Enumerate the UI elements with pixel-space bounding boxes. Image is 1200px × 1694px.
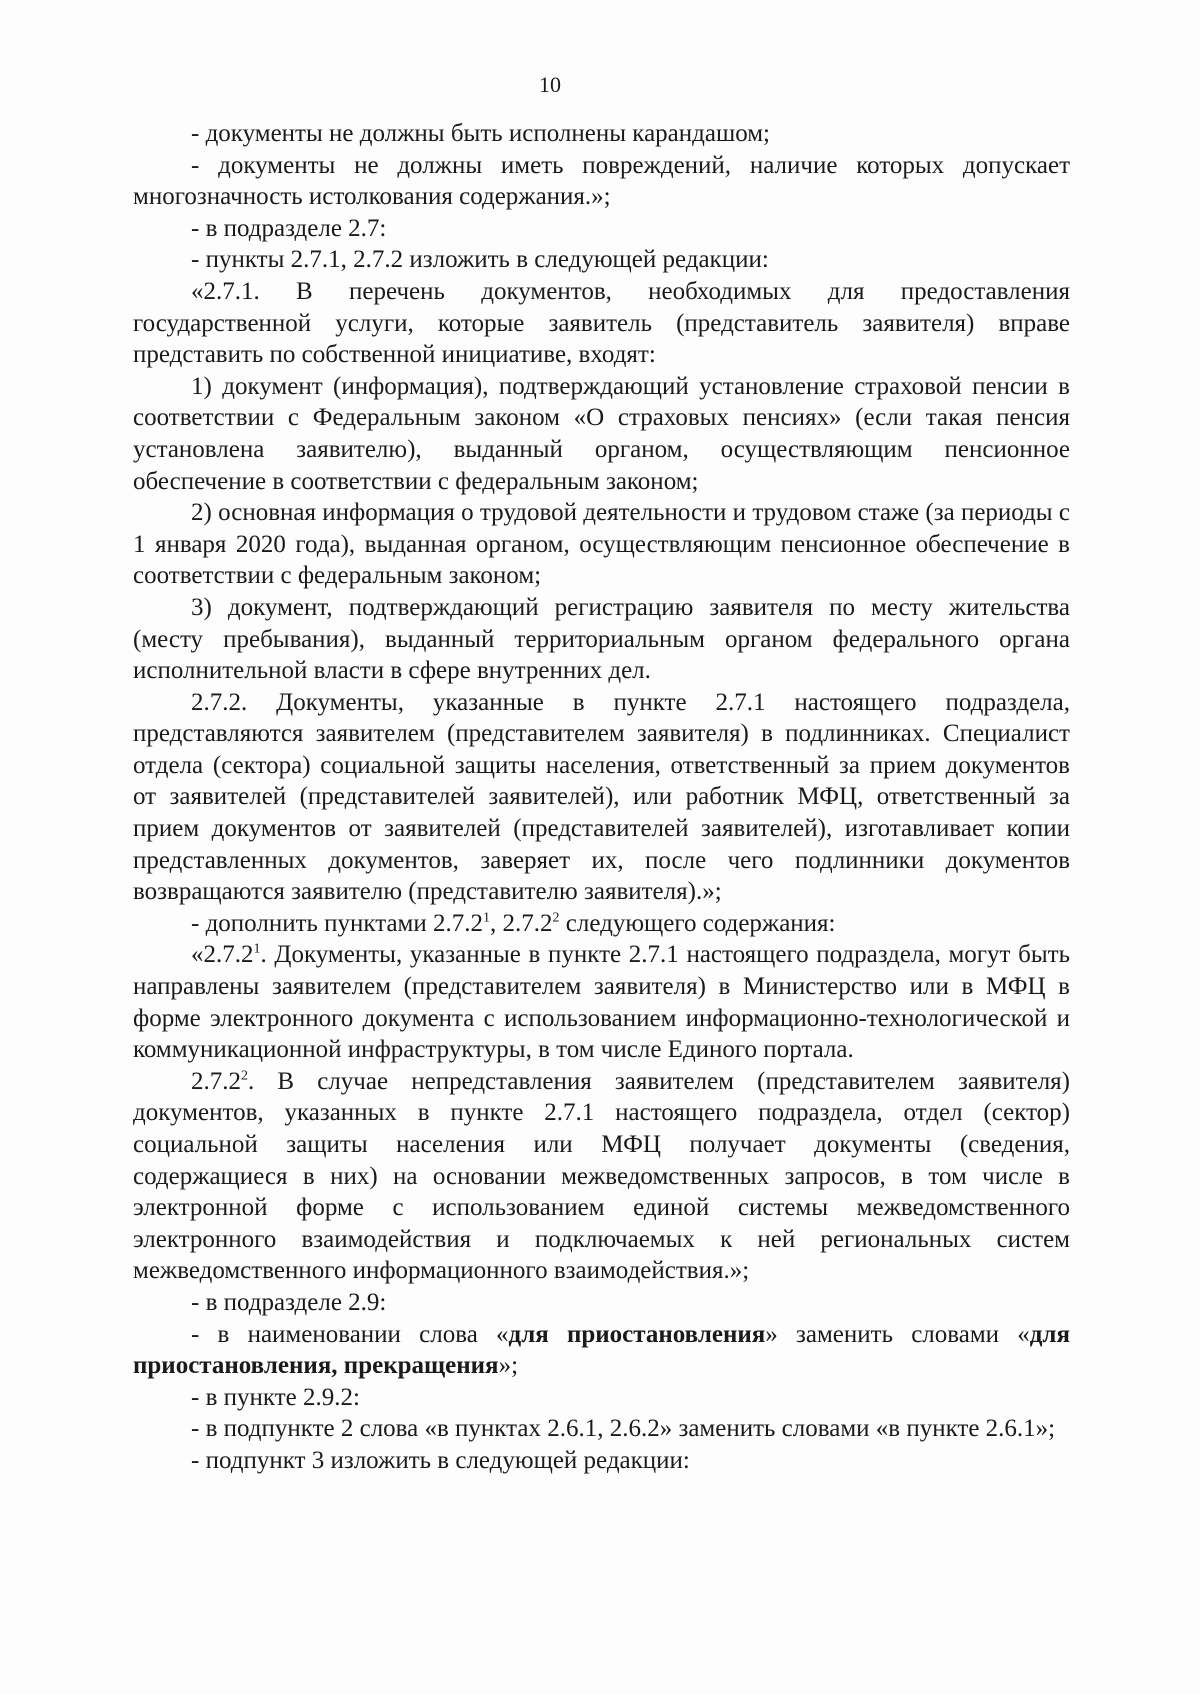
paragraph: - документы не должны иметь повреждений, наличие которых допускает многозначность истолкования содержания.»; — [133, 151, 1070, 211]
paragraph: - в подразделе 2.9: — [191, 1288, 387, 1316]
text-run: . В случае непредставления заявителем (представителем заявителя) документов, указанных в пункте 2.7.1 настоящего подраздела, отдел (сектор) социальной защиты населения или МФЦ получает документы (сведения, содержащиеся в них) на основании межведомственных запросов, в том числе в электронной форме с использованием единой системы межведомственного электронного взаимодействия и подключаемых к ней региональных систем межведомственного информационного взаимодействия.»; — [133, 1067, 1070, 1285]
text-run: «2.7.2 — [191, 941, 254, 969]
paragraph — [133, 1319, 1070, 1382]
superscript: 2 — [241, 1068, 248, 1084]
text-run: »; — [498, 1352, 519, 1380]
page-number: 10 — [539, 72, 561, 97]
text-run: 2.7.2 — [191, 1067, 241, 1095]
bold-text-run: для приостановления — [508, 1320, 766, 1348]
text-run: следующего содержания: — [559, 909, 836, 937]
paragraph — [133, 939, 1070, 1065]
superscript: 1 — [483, 910, 491, 926]
paragraph: 1) документ (информация), подтверждающий установление страховой пенсии в соответствии с Федеральным законом «О страховых пенсиях» (если такая пенсия установлена заявителю), выданный органом, осуществляющим пенсионное обеспечение в соответствии с федеральным законом; — [133, 372, 1070, 495]
paragraph: 3) документ, подтверждающий регистрацию заявителя по месту жительства (месту пребывания), выданный территориальным органом федерального органа исполнительной власти в сфере внутренних дел. — [133, 593, 1070, 685]
paragraph: - документы не должны быть исполнены карандашом; — [191, 120, 771, 147]
paragraph: 2.7.2. Документы, указанные в пункте 2.7.1 настоящего подраздела, представляются заявителем (представителем заявителя) в подлинниках. Специалист отдела (сектора) социальной защиты населения, ответственный за прием документов от заявителей (представителей заявителей), или работник МФЦ, ответственный за прием документов от заявителей (представителей заявителей), изготавливает копии представленных документов, заверяет их, после чего подлинники документов возвращаются заявителю (представителю заявителя).»; — [133, 688, 1070, 906]
bold-text-run: для приостановления, прекращения — [133, 1320, 1070, 1380]
paragraph — [133, 1066, 1070, 1287]
paragraph — [133, 908, 1070, 940]
paragraph: «2.7.1. В перечень документов, необходимых для предоставления государственной услуги, которые заявитель (представитель заявителя) вправе представить по собственной инициативе, входят: — [133, 277, 1070, 369]
paragraph: - подпункт 3 изложить в следующей редакции: — [191, 1446, 690, 1474]
text-run: , 2.7.2 — [490, 909, 553, 937]
superscript: 2 — [552, 910, 560, 926]
text-run: - в наименовании слова « — [191, 1320, 509, 1348]
paragraph: - в подпункте 2 слова «в пунктах 2.6.1, 2.6.2» заменить словами «в пункте 2.6.1»; — [191, 1415, 1056, 1443]
paragraph: - в пункте 2.9.2: — [191, 1383, 360, 1411]
document-body — [133, 118, 1070, 1477]
text-run: » заменить словами « — [765, 1320, 1030, 1348]
paragraph: 2) основная информация о трудовой деятельности и трудовом стаже (за периоды с 1 января 2020 года), выданная органом, осуществляющим пенсионное обеспечение в соответствии с федеральным законом; — [133, 499, 1070, 590]
paragraph: - пункты 2.7.1, 2.7.2 изложить в следующей редакции: — [191, 246, 769, 274]
superscript: 1 — [253, 942, 261, 958]
text-run: - дополнить пунктами 2.7.2 — [191, 909, 484, 937]
text-run: . Документы, указанные в пункте 2.7.1 настоящего подраздела, могут быть направлены заявителем (представителем заявителя) в Министерство или в МФЦ в форме электронного документа с использованием информационно-технологической и коммуникационной инфраструктуры, в том числе Единого портала. — [133, 941, 1070, 1064]
paragraph: - в подразделе 2.7: — [191, 214, 387, 242]
